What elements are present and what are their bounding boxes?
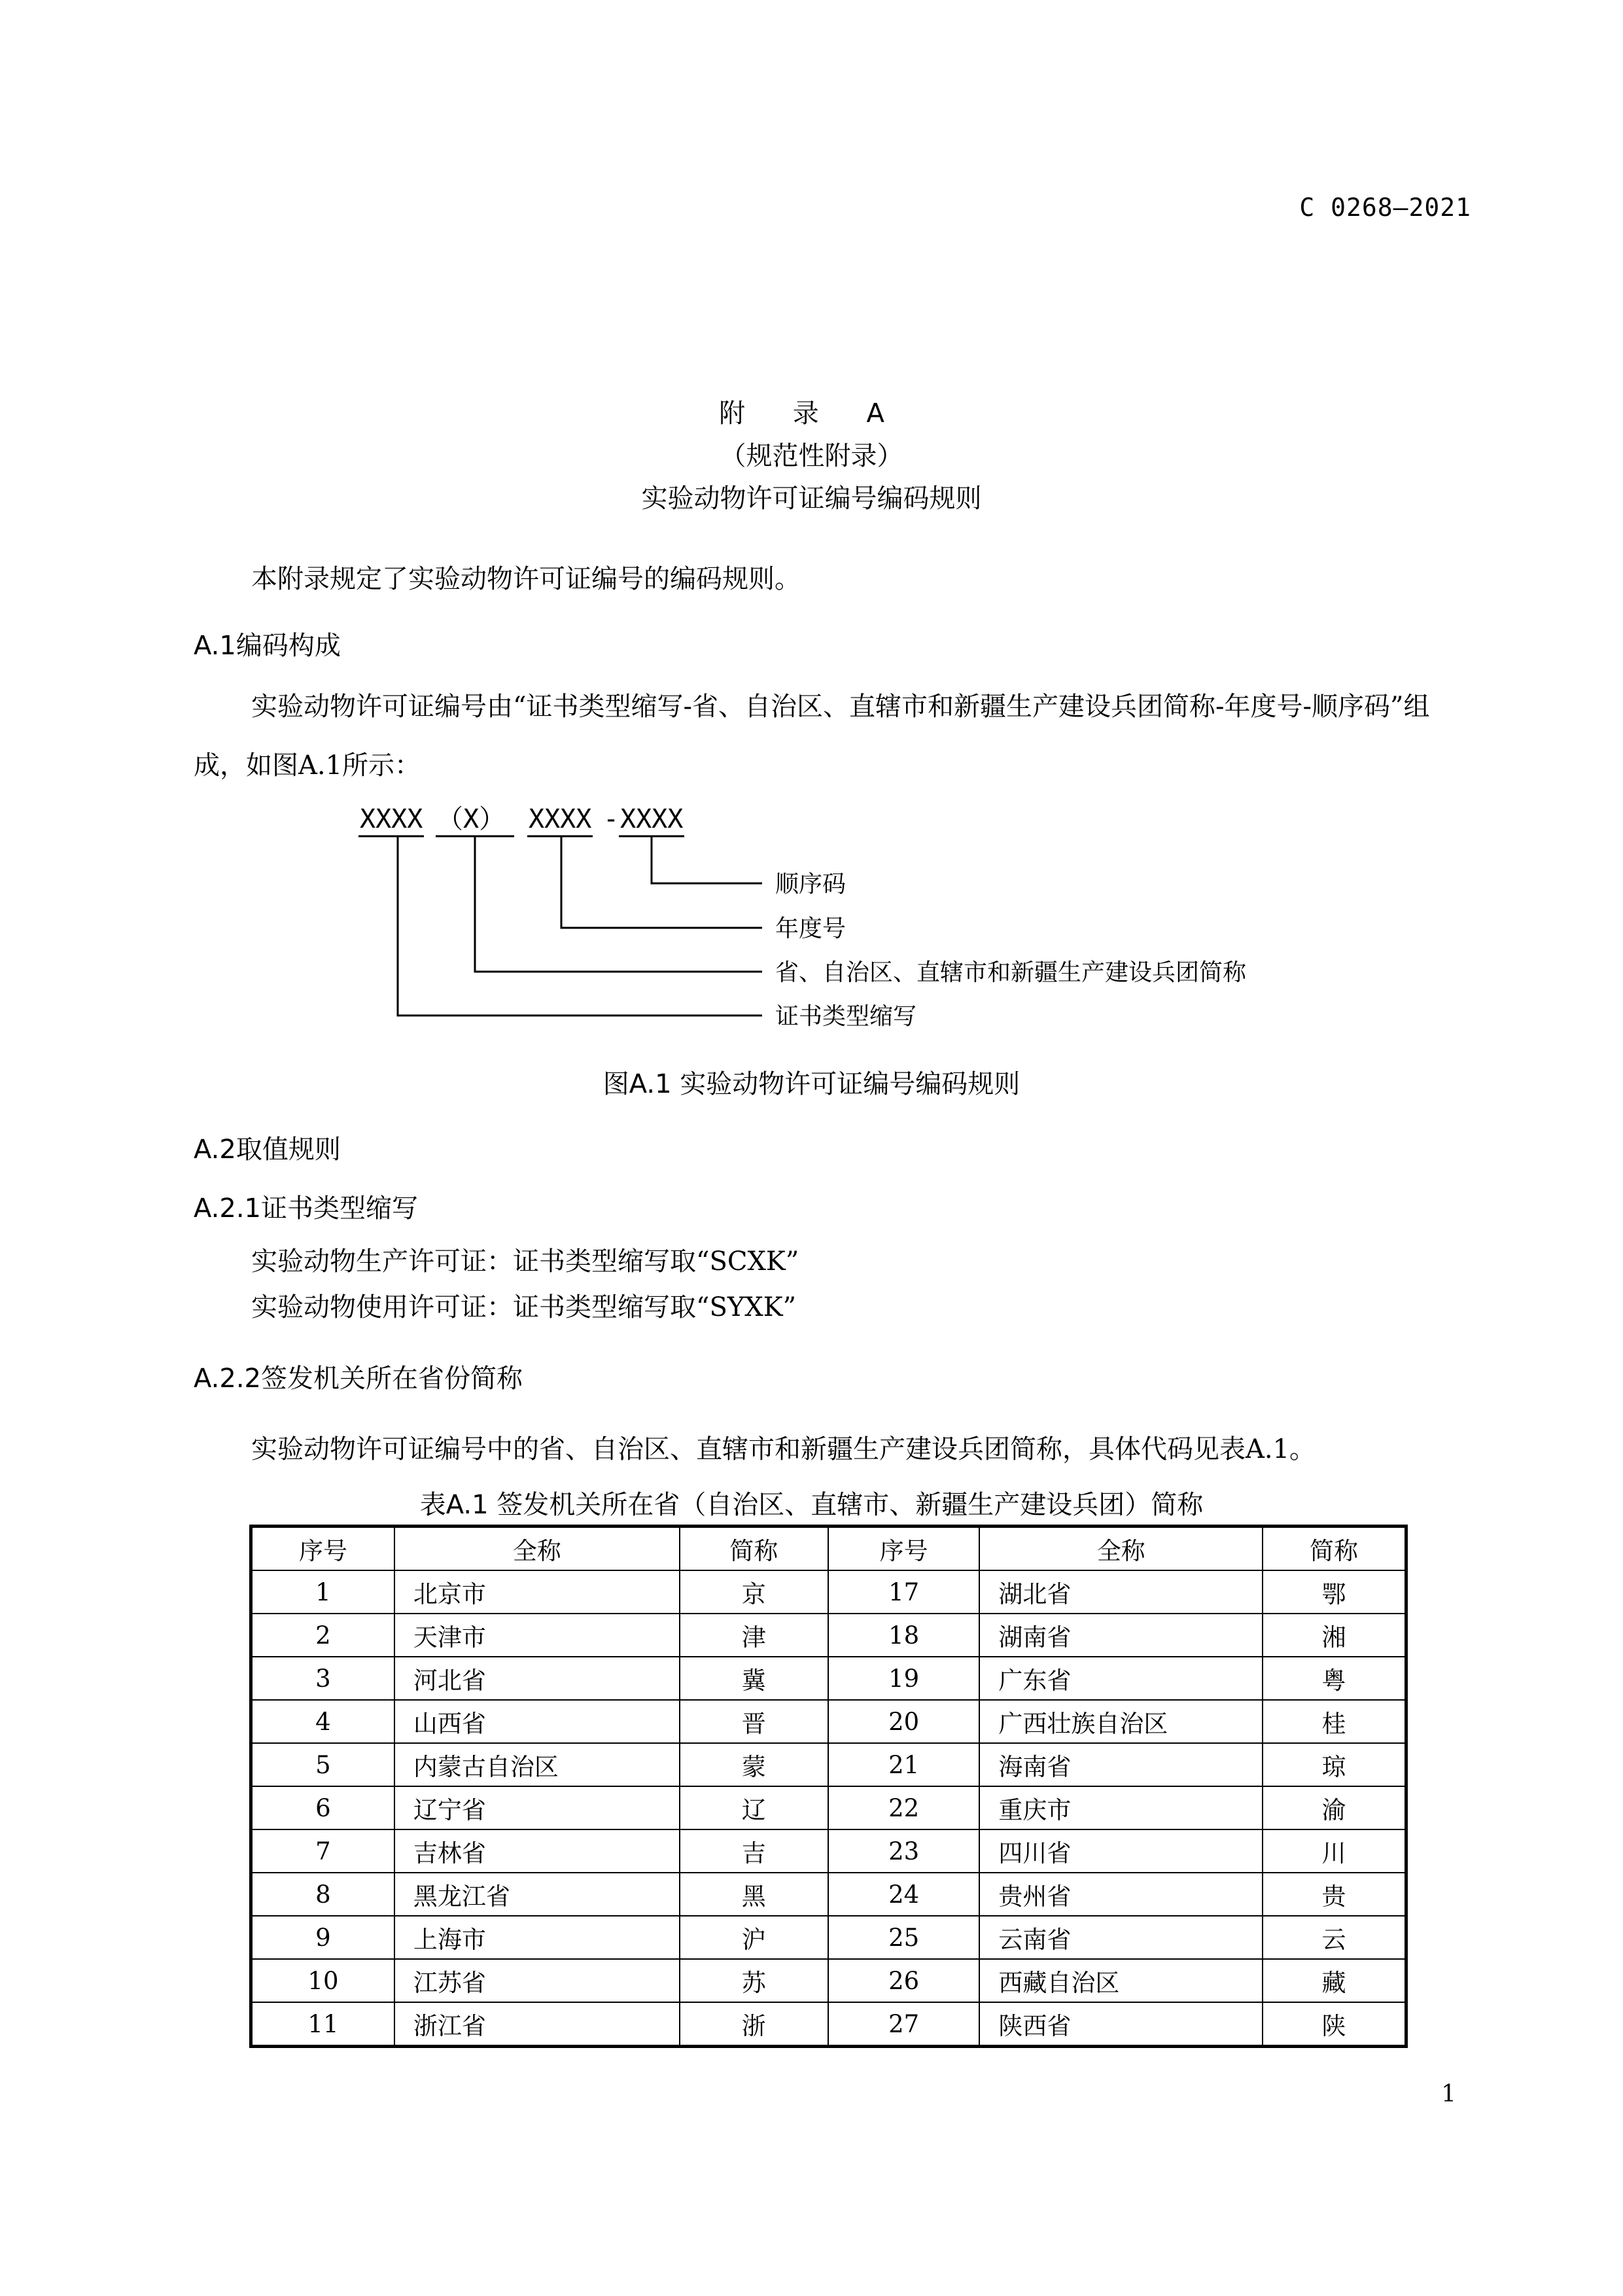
cell-abbr-left: 吉 [680, 1829, 828, 1873]
cell-seq-right: 19 [828, 1657, 979, 1700]
cell-seq-left: 10 [251, 1959, 394, 2002]
label-region: 省、自治区、直辖市和新疆生产建设兵团简称 [775, 959, 1247, 986]
cell-seq-left: 1 [251, 1570, 394, 1614]
cell-fullname-right: 四川省 [979, 1829, 1263, 1873]
label-sequence: 顺序码 [775, 871, 846, 898]
cell-abbr-left: 辽 [680, 1786, 828, 1829]
section-a1-paragraph: 实验动物许可证编号由“证书类型缩写-省、自治区、直辖市和新疆生产建设兵团简称-年度号-顺序码”组成，如图A.1所示： [194, 692, 1430, 781]
cell-seq-right: 25 [828, 1916, 979, 1959]
cell-fullname-left: 北京市 [394, 1570, 680, 1614]
cell-fullname-right: 重庆市 [979, 1786, 1263, 1829]
cell-abbr-left: 京 [680, 1570, 828, 1614]
cell-seq-left: 9 [251, 1916, 394, 1959]
cell-fullname-right: 广西壮族自治区 [979, 1700, 1263, 1743]
cell-abbr-right: 鄂 [1263, 1570, 1406, 1614]
cell-fullname-right: 广东省 [979, 1657, 1263, 1700]
cell-seq-left: 7 [251, 1829, 394, 1873]
cell-abbr-right: 陕 [1263, 2002, 1406, 2047]
cell-seq-left: 4 [251, 1700, 394, 1743]
cert-type-use: 实验动物使用许可证：证书类型缩写取“SYXK” [251, 1292, 797, 1322]
table-header-row [251, 1527, 1406, 1571]
cell-fullname-right: 西藏自治区 [979, 1959, 1263, 2002]
cell-fullname-left: 天津市 [394, 1614, 680, 1657]
cert-type-production: 实验动物生产许可证：证书类型缩写取“SCXK” [251, 1246, 799, 1277]
cell-seq-left: 6 [251, 1786, 394, 1829]
format-segment-region: （X） [437, 804, 506, 834]
cell-abbr-right: 渝 [1263, 1786, 1406, 1829]
cell-abbr-left: 苏 [680, 1959, 828, 2002]
cell-abbr-right: 琼 [1263, 1743, 1406, 1786]
section-a1-heading: A.1编码构成 [194, 631, 341, 661]
cell-fullname-left: 河北省 [394, 1657, 680, 1700]
connector-sequence [652, 836, 762, 883]
cell-abbr-right: 川 [1263, 1829, 1406, 1873]
section-a21-heading: A.2.1证书类型缩写 [194, 1193, 418, 1224]
format-segment-year: XXXX [529, 804, 592, 834]
cell-abbr-left: 冀 [680, 1657, 828, 1700]
cell-fullname-right: 湖北省 [979, 1570, 1263, 1614]
cell-abbr-right: 粤 [1263, 1657, 1406, 1700]
section-a22-heading: A.2.2签发机关所在省份简称 [194, 1364, 523, 1394]
cell-fullname-right: 湖南省 [979, 1614, 1263, 1657]
region-code-table [249, 1525, 1408, 2048]
appendix-name: 实验动物许可证编号编码规则 [641, 484, 982, 514]
header-abbr-right: 简称 [1263, 1527, 1406, 1571]
table-row [251, 1743, 1406, 1786]
format-segment-sequence: XXXX [620, 804, 684, 834]
cell-abbr-left: 浙 [680, 2002, 828, 2047]
header-abbr-left: 简称 [680, 1527, 828, 1571]
cell-fullname-left: 黑龙江省 [394, 1873, 680, 1916]
cell-seq-right: 22 [828, 1786, 979, 1829]
cell-seq-right: 17 [828, 1570, 979, 1614]
appendix-type: （规范性附录） [720, 441, 903, 471]
table-row [251, 1657, 1406, 1700]
cell-fullname-left: 浙江省 [394, 2002, 680, 2047]
cell-seq-left: 11 [251, 2002, 394, 2047]
cell-seq-left: 5 [251, 1743, 394, 1786]
cell-abbr-left: 蒙 [680, 1743, 828, 1786]
cell-abbr-left: 沪 [680, 1916, 828, 1959]
cell-fullname-right: 海南省 [979, 1743, 1263, 1786]
cell-fullname-left: 内蒙古自治区 [394, 1743, 680, 1786]
cell-fullname-left: 山西省 [394, 1700, 680, 1743]
header-fullname-right: 全称 [979, 1527, 1263, 1571]
format-dash: - [603, 804, 620, 834]
table-row [251, 1829, 1406, 1873]
table-caption: 表A.1 签发机关所在省（自治区、直辖市、新疆生产建设兵团）简称 [419, 1490, 1204, 1520]
cell-seq-left: 2 [251, 1614, 394, 1657]
cell-abbr-left: 津 [680, 1614, 828, 1657]
cell-seq-right: 21 [828, 1743, 979, 1786]
cell-fullname-left: 江苏省 [394, 1959, 680, 2002]
label-year: 年度号 [775, 915, 846, 942]
table-row [251, 1570, 1406, 1614]
code-structure-diagram [0, 0, 1623, 1080]
cell-abbr-left: 黑 [680, 1873, 828, 1916]
table-row [251, 1786, 1406, 1829]
page-number: 1 [1441, 2081, 1456, 2108]
header-seq-left: 序号 [251, 1527, 394, 1571]
connector-region [475, 836, 762, 972]
section-a2-heading: A.2取值规则 [194, 1135, 341, 1165]
header-fullname-left: 全称 [394, 1527, 680, 1571]
connector-cert-type [398, 836, 762, 1016]
table-row [251, 2002, 1406, 2047]
cell-seq-right: 27 [828, 2002, 979, 2047]
cell-abbr-left: 晋 [680, 1700, 828, 1743]
table-row [251, 1873, 1406, 1916]
table-row [251, 1959, 1406, 2002]
cell-abbr-right: 云 [1263, 1916, 1406, 1959]
header-seq-right: 序号 [828, 1527, 979, 1571]
cell-fullname-left: 辽宁省 [394, 1786, 680, 1829]
intro-paragraph: 本附录规定了实验动物许可证编号的编码规则。 [251, 564, 801, 594]
cell-fullname-right: 贵州省 [979, 1873, 1263, 1916]
cell-fullname-left: 上海市 [394, 1916, 680, 1959]
table-row [251, 1700, 1406, 1743]
cell-fullname-right: 云南省 [979, 1916, 1263, 1959]
table-row [251, 1614, 1406, 1657]
cell-seq-left: 3 [251, 1657, 394, 1700]
cell-abbr-right: 湘 [1263, 1614, 1406, 1657]
cell-seq-right: 18 [828, 1614, 979, 1657]
cell-seq-left: 8 [251, 1873, 394, 1916]
cell-fullname-right: 陕西省 [979, 2002, 1263, 2047]
cell-abbr-right: 贵 [1263, 1873, 1406, 1916]
format-segment-cert-type: XXXX [360, 804, 423, 834]
cell-seq-right: 24 [828, 1873, 979, 1916]
table-row [251, 1916, 1406, 1959]
cell-abbr-right: 桂 [1263, 1700, 1406, 1743]
section-a22-paragraph: 实验动物许可证编号中的省、自治区、直辖市和新疆生产建设兵团简称，具体代码见表A.1。 [251, 1434, 1316, 1464]
cell-seq-right: 23 [828, 1829, 979, 1873]
cell-abbr-right: 藏 [1263, 1959, 1406, 2002]
cell-seq-right: 26 [828, 1959, 979, 2002]
cell-seq-right: 20 [828, 1700, 979, 1743]
label-cert-type: 证书类型缩写 [775, 1003, 917, 1030]
cell-fullname-left: 吉林省 [394, 1829, 680, 1873]
figure-caption: 图A.1 实验动物许可证编号编码规则 [602, 1069, 1021, 1099]
standard-code: C 0268—2021 [1299, 193, 1471, 222]
appendix-title: 附 录 A [719, 398, 904, 429]
connector-year [561, 836, 762, 928]
